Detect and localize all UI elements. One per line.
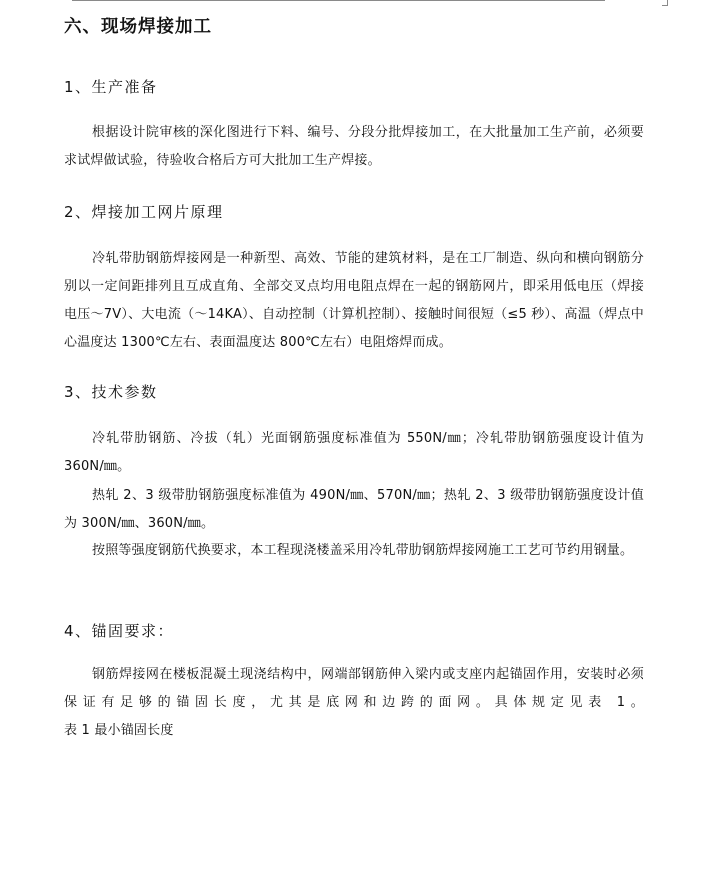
- document-title: 六、现场焊接加工: [64, 17, 212, 37]
- paragraph-3a: 冷轧带肋钢筋、冷拔（轧）光面钢筋强度标准值为 550N/㎜；冷轧带肋钢筋强度设计值为 360N/㎜。: [64, 431, 644, 474]
- top-border-line: [72, 0, 605, 1]
- table-caption: 表 1 最小锚固长度: [64, 723, 174, 738]
- section-heading-3: 3、技术参数: [64, 383, 158, 401]
- paragraph-4: 钢筋焊接网在楼板混凝土现浇结构中，网端部钢筋伸入梁内或支座内起锚固作用，安装时必须保证有足够的锚固长度，尤其是底网和边跨的面网。具体规定见表 1。: [64, 667, 644, 710]
- paragraph-3b: 热轧 2、3 级带肋钢筋强度标准值为 490N/㎜、570N/㎜；热轧 2、3 级带肋钢筋强度设计值为 300N/㎜、360N/㎜。: [64, 488, 644, 531]
- paragraph-2: 冷轧带肋钢筋焊接网是一种新型、高效、节能的建筑材料，是在工厂制造、纵向和横向钢筋分别以一定间距排列且互成直角、全部交叉点均用电阻点焊在一起的钢筋网片，即采用低电压（焊接电压～7V）、大电流（～14KA）、自动控制（计算机控制）、接触时间很短（≤5 秒）、高温（焊点中心温度达 1300℃左右、表面温度达 800℃左右）电阻熔焊而成。: [64, 251, 644, 350]
- page-corner-mark: [662, 5, 668, 6]
- section-heading-4: 4、锚固要求：: [64, 622, 175, 640]
- paragraph-3c: 按照等强度钢筋代换要求，本工程现浇楼盖采用冷轧带肋钢筋焊接网施工工艺可节约用钢量。: [92, 543, 634, 558]
- paragraph-1: 根据设计院审核的深化图进行下料、编号、分段分批焊接加工，在大批量加工生产前，必须要求试焊做试验，待验收合格后方可大批加工生产焊接。: [64, 125, 644, 168]
- section-heading-1: 1、生产准备: [64, 78, 158, 96]
- section-heading-2: 2、焊接加工网片原理: [64, 203, 224, 221]
